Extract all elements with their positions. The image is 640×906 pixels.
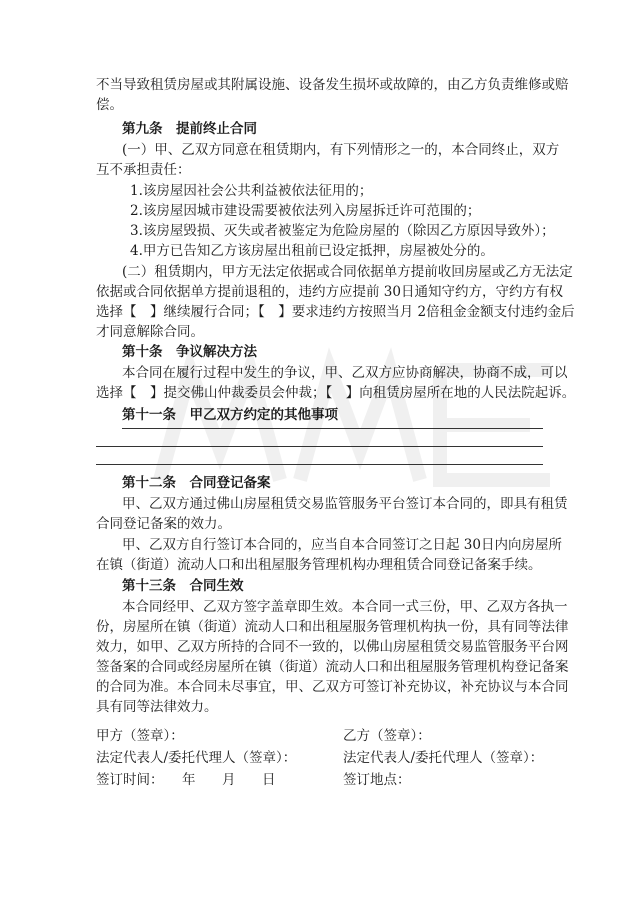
year-label: 年 — [182, 772, 196, 788]
party-b-representative-label: 法定代表人/委托代理人（签章）： — [343, 750, 544, 766]
signing-place-label: 签订地点： — [343, 772, 411, 788]
list-item: 1.该房屋因社会公共利益被依法征用的； — [130, 183, 373, 199]
list-item: 2.该房屋因城市建设需要被依法列入房屋拆迁许可范围的； — [130, 203, 481, 219]
list-item: 4.甲方已告知乙方该房屋出租前已设定抵押，房屋被处分的。 — [130, 243, 494, 259]
text-line: 甲、乙双方自行签订本合同的，应当自本合同签订之日起 30日内向房屋所 — [122, 537, 562, 553]
text-line: (二）租赁期内，甲方无法定依据或合同依据单方提前收回房屋或乙方无法定 — [122, 264, 573, 280]
text-line: 合同登记备案的效力。 — [96, 516, 231, 532]
article-12-title: 第十二条 合同登记备案 — [122, 475, 271, 491]
blank-line — [122, 428, 543, 429]
list-item: 3.该房屋毁损、灭失或者被鉴定为危险房屋的（除因乙方原因导致外）； — [130, 223, 555, 239]
text-line: 才同意解除合同。 — [96, 324, 204, 340]
party-a-signature-label: 甲方（签章）： — [96, 728, 184, 744]
text-line: 不当导致租赁房屋或其附属设施、设备发生损坏或故障的，由乙方负责维修或赔 — [96, 77, 569, 93]
text-line: (一）甲、乙双方同意在租赁期内，有下列情形之一的，本合同终止，双方 — [122, 142, 560, 158]
signing-time-label: 签订时间： — [96, 772, 164, 788]
text-line: 本合同在履行过程中发生的争议，甲、乙双方应协商解决，协商不成，可以 — [122, 365, 568, 381]
text-line: 选择【 】提交佛山仲裁委员会仲裁；【 】向租赁房屋所在地的人民法院起诉。 — [96, 385, 576, 401]
text-line: 互不承担责任： — [96, 162, 191, 178]
text-line: 甲、乙双方通过佛山房屋租赁交易监管服务平台签订本合同的，即具有租赁 — [122, 496, 568, 512]
text-line: 效力，如甲、乙双方所持的合同不一致的，以佛山房屋租赁交易监管服务平台网 — [96, 639, 569, 655]
party-b-signature-label: 乙方（签章）： — [343, 728, 431, 744]
article-11-title: 第十一条 甲乙双方约定的其他事项 — [122, 407, 338, 423]
text-line: 具有同等法律效力。 — [96, 699, 218, 715]
blank-line — [96, 464, 543, 465]
text-line: 选择【 】继续履行合同；【 】要求违约方按照当月 2倍租金金额支付违约金后 — [96, 304, 575, 320]
text-line: 偿。 — [96, 97, 123, 113]
blank-line — [96, 446, 543, 447]
article-9-title: 第九条 提前终止合同 — [122, 121, 257, 137]
day-label: 日 — [262, 772, 276, 788]
article-10-title: 第十条 争议解决方法 — [122, 344, 257, 360]
month-label: 月 — [222, 772, 236, 788]
text-line: 本合同经甲、乙双方签字盖章即生效。本合同一式三份，甲、乙双方各执一 — [122, 599, 568, 615]
text-line: 签备案的合同或经房屋所在镇（街道）流动人口和出租屋服务管理机构登记备案 — [96, 659, 569, 675]
text-line: 的合同为准。本合同未尽事宜，甲、乙双方可签订补充协议，补充协议与本合同 — [96, 679, 569, 695]
article-13-title: 第十三条 合同生效 — [122, 578, 244, 594]
text-line: 份，房屋所在镇（街道）流动人口和出租屋服务管理机构执一份，具有同等法律 — [96, 619, 569, 635]
text-line: 在镇（街道）流动人口和出租屋服务管理机构办理租赁合同登记备案手续。 — [96, 557, 542, 573]
text-line: 依据或合同依据单方提前退租的，违约方应提前 30日通知守约方，守约方有权 — [96, 284, 563, 300]
party-a-representative-label: 法定代表人/委托代理人（签章）： — [96, 750, 297, 766]
